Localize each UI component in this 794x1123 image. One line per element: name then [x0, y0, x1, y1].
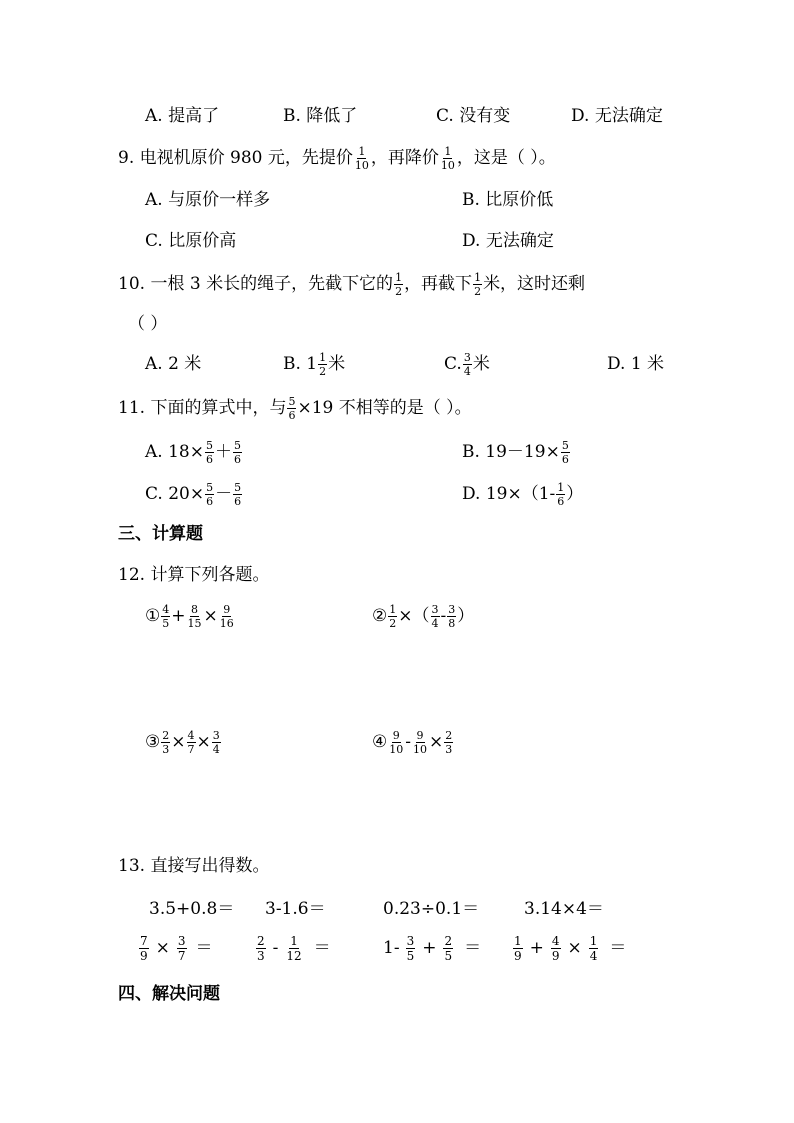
fraction: $\frac{3}{7}$	[177, 934, 186, 963]
fraction: $\frac{9}{16}$	[219, 603, 234, 630]
fraction: $\frac{2}{5}$	[444, 934, 453, 963]
fraction: $\frac{1}{2}$	[395, 271, 403, 298]
q10-text-mid: ，再截下	[404, 274, 473, 294]
q13-stem: 13. 直接写出得数。	[118, 856, 270, 876]
fraction: $\frac{1}{4}$	[589, 934, 598, 963]
q8-option-c: C. 没有变	[436, 106, 511, 126]
q13-expr-3: 0.23÷0.1＝	[383, 899, 480, 919]
q11-text-post: ×19 不相等的是（ ）。	[297, 398, 472, 418]
q10-option-c: C. $\frac{3}{4}$ 米	[444, 351, 490, 378]
q13-expr-5: $\frac{7}{9}$ × $\frac{3}{7}$ ＝	[140, 934, 213, 963]
q10-text-post: 米，这时还剩	[483, 274, 586, 294]
q12-stem: 12. 计算下列各题。	[118, 565, 270, 585]
q9-option-d: D. 无法确定	[462, 231, 554, 251]
fraction: $\frac{5}{6}$	[205, 439, 213, 466]
q13-expr-4: 3.14×4＝	[524, 899, 604, 919]
q10-stem	[118, 272, 585, 297]
fraction: $\frac{5}{6}$	[233, 439, 241, 466]
q11-option-c: C. 20× $\frac{5}{6}$ － $\frac{5}{6}$	[145, 481, 242, 508]
fraction: $\frac{3}{4}$	[431, 603, 439, 630]
q11-stem	[118, 396, 472, 421]
q9-option-a: A. 与原价一样多	[145, 190, 271, 210]
fraction: $\frac{1}{9}$	[514, 934, 522, 963]
fraction: $\frac{2}{3}$	[445, 729, 453, 756]
q10-text-pre: 10. 一根 3 米长的绳子，先截下它的	[118, 274, 394, 294]
q11-option-a: A. 18× $\frac{5}{6}$ ＋ $\frac{5}{6}$	[145, 439, 241, 466]
q9-text-mid: ，再降价	[370, 148, 439, 168]
q10-option-d: D. 1 米	[607, 354, 665, 374]
q11-option-b: B. 19－19× $\frac{5}{6}$	[462, 439, 569, 466]
q12-problem-4: ④ $\frac{9}{10}$ - $\frac{9}{10}$ × $\frac{2}{3}$	[372, 729, 453, 756]
fraction: $\frac{7}{9}$	[140, 934, 148, 963]
fraction: $\frac{1}{10}$	[440, 145, 455, 172]
q13-expr-1: 3.5+0.8＝	[149, 899, 235, 919]
fraction: $\frac{1}{10}$	[354, 145, 369, 172]
fraction: $\frac{5}{6}$	[288, 395, 296, 422]
q9-text-pre: 9. 电视机原价 980 元，先提价	[118, 148, 353, 168]
q10-option-a: A. 2 米	[145, 354, 202, 374]
fraction: $\frac{4}{7}$	[187, 729, 195, 756]
q8-option-a: A. 提高了	[145, 106, 220, 126]
fraction: $\frac{3}{8}$	[448, 603, 456, 630]
fraction: $\frac{5}{6}$	[206, 481, 214, 508]
fraction: $\frac{1}{12}$	[286, 934, 302, 963]
q13-expr-8: $\frac{1}{9}$ + $\frac{4}{9}$ × $\frac{1}{4}$ ＝	[514, 934, 627, 963]
q9-text-post: ，这是（ ）。	[456, 148, 556, 168]
fraction: $\frac{2}{3}$	[162, 729, 170, 756]
fraction: $\frac{5}{6}$	[234, 481, 242, 508]
q11-text-pre: 11. 下面的算式中，与	[118, 398, 287, 418]
q10-option-b: B. 1 $\frac{1}{2}$ 米	[283, 351, 346, 378]
fraction: $\frac{4}{9}$	[551, 934, 560, 963]
q13-expr-2: 3-1.6＝	[265, 899, 326, 919]
q9-option-c: C. 比原价高	[145, 231, 237, 251]
q8-option-d: D. 无法确定	[571, 106, 663, 126]
q9-option-b: B. 比原价低	[462, 190, 554, 210]
fraction: $\frac{3}{4}$	[212, 729, 220, 756]
fraction: $\frac{9}{10}$	[413, 729, 427, 756]
q8-option-b: B. 降低了	[283, 106, 358, 126]
fraction: $\frac{3}{5}$	[406, 934, 415, 963]
q13-expr-7: 1- $\frac{3}{5}$ + $\frac{2}{5}$ ＝	[383, 934, 482, 963]
fraction: $\frac{8}{15}$	[187, 603, 202, 630]
fraction: $\frac{2}{3}$	[257, 934, 265, 963]
q12-problem-3: ③ $\frac{2}{3}$ × $\frac{4}{7}$ × $\frac{3}{4}$	[145, 729, 220, 756]
fraction: $\frac{5}{6}$	[561, 439, 569, 466]
fraction: $\frac{4}{5}$	[162, 603, 170, 630]
q13-expr-6: $\frac{2}{3}$ - $\frac{1}{12}$ ＝	[257, 934, 331, 963]
fraction: $\frac{9}{10}$	[389, 729, 404, 756]
q12-problem-2: ② $\frac{1}{2}$ ×（ $\frac{3}{4}$ - $\frac{3}{8}$ ）	[372, 603, 475, 630]
fraction: $\frac{1}{2}$	[474, 271, 482, 298]
section-heading-problem-solving: 四、解决问题	[118, 984, 220, 1004]
fraction: $\frac{1}{2}$	[319, 351, 327, 378]
section-heading-calculation: 三、计算题	[118, 524, 203, 544]
fraction: $\frac{1}{6}$	[557, 481, 565, 508]
q9-stem	[118, 146, 556, 171]
q12-problem-1: ① $\frac{4}{5}$ + $\frac{8}{15}$ × $\frac{9}{16}$	[145, 603, 234, 630]
fraction: $\frac{3}{4}$	[463, 351, 471, 378]
fraction: $\frac{1}{2}$	[389, 603, 397, 630]
q10-answer-paren: （ ）	[128, 314, 168, 334]
q11-option-d: D. 19×（1- $\frac{1}{6}$ ）	[462, 481, 584, 508]
